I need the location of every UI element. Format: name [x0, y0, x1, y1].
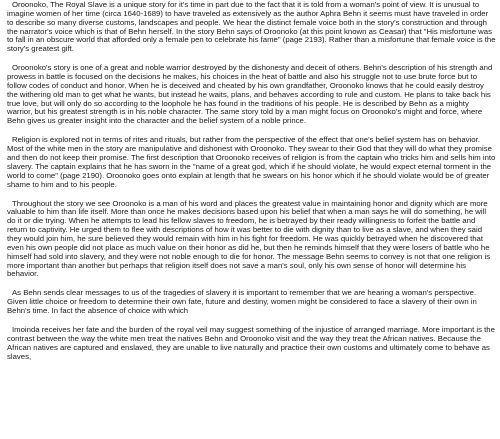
paragraph-4: Throughout the story we see Oroonoko is a man of his word and places the greatest value in maintaining honor and dignity which are more valuable to him than life itself. More than once he makes decisions based upon his belief that when a man says he will do something, he will do it or die trying. When he attempts to lead his fellow slaves to freedom, he is betrayed by their ready willingness to forfeit the battle and return to captivity. He urged them to flee with descriptions of how it was better to die with dignity than to live as a slave, and when they said they would join him, he sure believed they would remain with him in his fight for freedom. He was quickly betrayed when he discovered that even his own people did not place as much value on their honor as did he, but then he reminds himself that they were losers of battle who he himself had sold into slavery, and they were not noble enough to die for honor. The message Behn seems to convey is not that one religion is more important than another but perhaps that religion itself does not save a man's soul, only his own sense of honor will determine his behavior. — [7, 198, 491, 279]
paragraph-1: Oroonoko, The Royal Slave is a unique story for it's time in part due to the fact that it is told from a woman's point of view. It is unusual to imagine women of her time (circa 1640-1689) to have traveled as extensively as the author Aphra Behn it seems must have traveled in order to describe so many diverse customs, landscapes and people. We hear the distinct female voice both in the story's construction and through the narrator's voice which is that of Behn herself. In the story Behn says of Oroonoko (at this point known as Ceasar) that "His misfortune was to fall in an obscure world that afforded only a female pen to celebrate his fame" (page 2193). Rather than a misfortune that female voice is the story's greatest gift. — [7, 0, 496, 54]
paragraph-3: Religion is explored not in terms of rites and rituals, but rather from the perspective of the effect that one's belief system has on behavior. Most of the white men in the story are manipulative and dishonest with Oroonoko. They swear to their God that they will do what they promise and then do not keep their promise. The first description that Oroonoko receives of religion is from the captain who tricks him and sells him into slavery. The captain explains that he has sworn in the "name of a great god, which if he should violate, he would expect eternal torment in the world to come" (page 2190). Oroonoko goes onto explain at length that he swears on his honor which if he should violate would be of greater shame to him and to his people. — [7, 135, 496, 189]
paragraph-2: Oroonoko's story is one of a great and noble warrior destroyed by the dishonesty and deceit of others. Behn's description of his strength and prowess in battle is focused on the decisions he makes, his choices in the heat of battle and also his struggle not to use brute force but to follow codes of conduct and honor. When he is deceived and cheated by his own grandfather, Oroonoko knows that he could easily destroy the withering old man to get what he wants, but instead he waits, plans, and behaves according to rule and custom. He plans to take back his true love, but will only do so according to the loophole he has found in the traditions of his people. He is described by Behn as a mighty warrior, but his greatest strength is in his noble character. The same story told by a man might focus on Oroonoko's might and force, where Behn gives us greater insight into the character and the belief system of a noble prince. — [7, 63, 493, 126]
paragraph-5: As Behn sends clear messages to us of the tragedies of slavery it is important to remember that we are hearing a woman's perspective. Given little choice or freedom to determine their own fate, future and destiny, women might be considered to face a slavery of their own in Behn's time. In fact the absence of choice with which — [7, 288, 477, 316]
essay-document — [7, 1, 496, 361]
paragraph-6: Imoinda receives her fate and the burden of the royal veil may suggest something of the injustice of arranged marriage. More important is the contrast between the way the white men treat the natives Behn and Oroonoko visit and the way they treat the African natives. Because the African natives are captured and enslaved, they are unable to live naturally and practice their own customs and ultimately come to behave as slaves, — [7, 325, 495, 361]
